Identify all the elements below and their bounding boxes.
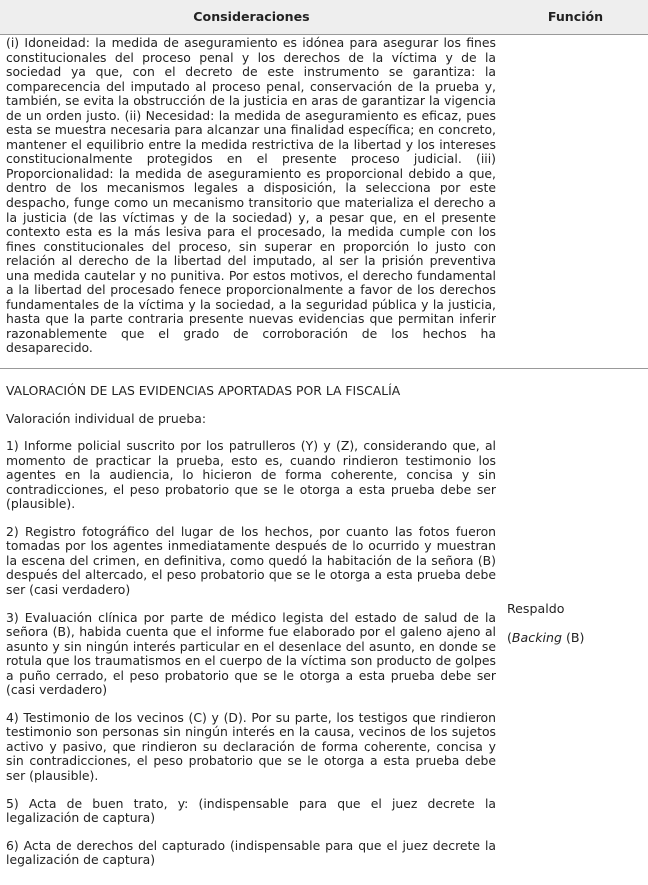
table-header-row [0,0,648,35]
evidence-item-6: 6) Acta de derechos del capturado (indispensable para que el juez decrete la legalización de captura) [6,837,496,868]
function-backing [507,631,643,646]
row-divider [0,368,648,369]
evidence-section-title: VALORACIÓN DE LAS EVIDENCIAS APORTADAS POR LA FISCALÍA [6,383,401,398]
evidence-item-1: 1) Informe policial suscrito por los patrulleros (Y) y (Z), considerando que, al momento de practicar la prueba, esto es, cuando rindieron testimonio los agentes en la audiencia, lo hicieron de forma coherente, concisa y sin contradicciones, el peso probatorio que se le otorga a esta prueba debe ser (plausible). [6,438,496,512]
evidence-item-3: 3) Evaluación clínica por parte de médico legista del estado de salud de la señora (B), habida cuenta que el informe fue elaborado por el galeno ajeno al asunto y sin ningún interés particular en el desenlace del asunto, en donde se rotula que los traumatismos en el cuerpo de la víctima son producto de golpes a puño cerrado, el peso probatorio que se le otorga a esta prueba debe ser (casi verdadero) [6,609,496,698]
evidence-item-4: 4) Testimonio de los vecinos (C) y (D). Por su parte, los testigos que rindieron testimonio son personas sin ningún interés en la causa, vecinos de los sujetos activo y pasivo, que rindieron su declaración de forma coherente, concisa y sin contradicciones, el peso probatorio que se le otorga a esta prueba debe ser (plausible). [6,709,496,784]
evidence-subtitle: Valoración individual de prueba: [6,410,207,426]
function-close: (B) [561,630,585,645]
table-row-2-considerations [6,384,496,881]
function-backing-term: Backing [511,630,562,645]
evidence-item-2: 2) Registro fotográfico del lugar de los hechos, por cuanto las fotos fueron tomadas por los agentes inmediatamente después de lo ocurrido y muestran la escena del crimen, en definitiva, como quedó la habitación de la señora (B) después del altercado, el peso probatorio que se le otorga a esta prueba debe ser (casi verdadero) [6,523,496,598]
function-name: Respaldo [507,601,565,616]
function-open-paren: ( [507,630,512,645]
evidence-item-5: 5) Acta de buen trato, y: (indispensable para que el juez decrete la legalización de captura) [6,795,496,826]
table-row-1-considerations: (i) Idoneidad: la medida de aseguramiento es idónea para asegurar los fines constitucionales del proceso penal y los derechos de la víctima y de la sociedad ya que, con el decreto de este instrumento se garantiza: la comparecencia del imputado al proceso penal, conservación de la prueba y, también, se evita la obstrucción de la justicia en aras de garantizar la vigencia de un orden justo. (ii) Necesidad: la medida de aseguramiento es eficaz, pues esta se muestra necesaria para alcanzar una finalidad específica; en concreto, mantener el equilibrio entre la medida restrictiva de la libertad y los intereses constitucionalmente protegidos en el presente proceso judicial. (iii) Proporcionalidad: la medida de aseguramiento es proporcional debido a que, dentro de los mecanismos legales a disposición, la selecciona por este despacho, funge como un mecanismo transitorio que materializa el derecho a la justicia (de las víctimas y de la sociedad) y, a pesar que, en el presente contexto esta es la más lesiva para el procesado, la medida cumple con los fines constitucionales del proceso, sin superar en proporción lo justo con relación al derecho de la libertad del imputado, al ser la prisión preventiva una medida cautelar y no punitiva. Por estos motivos, el derecho fundamental a la libertad del procesado fenece proporcionalmente a favor de los derechos fundamentales de la víctima y la sociedad, a la seguridad pública y la justicia, hasta que la parte contraria presente nuevas evidencias que permitan inferir razonablemente que el grado de corroboración de los hechos ha desaparecido. [6,35,496,356]
header-considerations: Consideraciones [193,9,310,24]
header-function: Función [547,9,604,24]
